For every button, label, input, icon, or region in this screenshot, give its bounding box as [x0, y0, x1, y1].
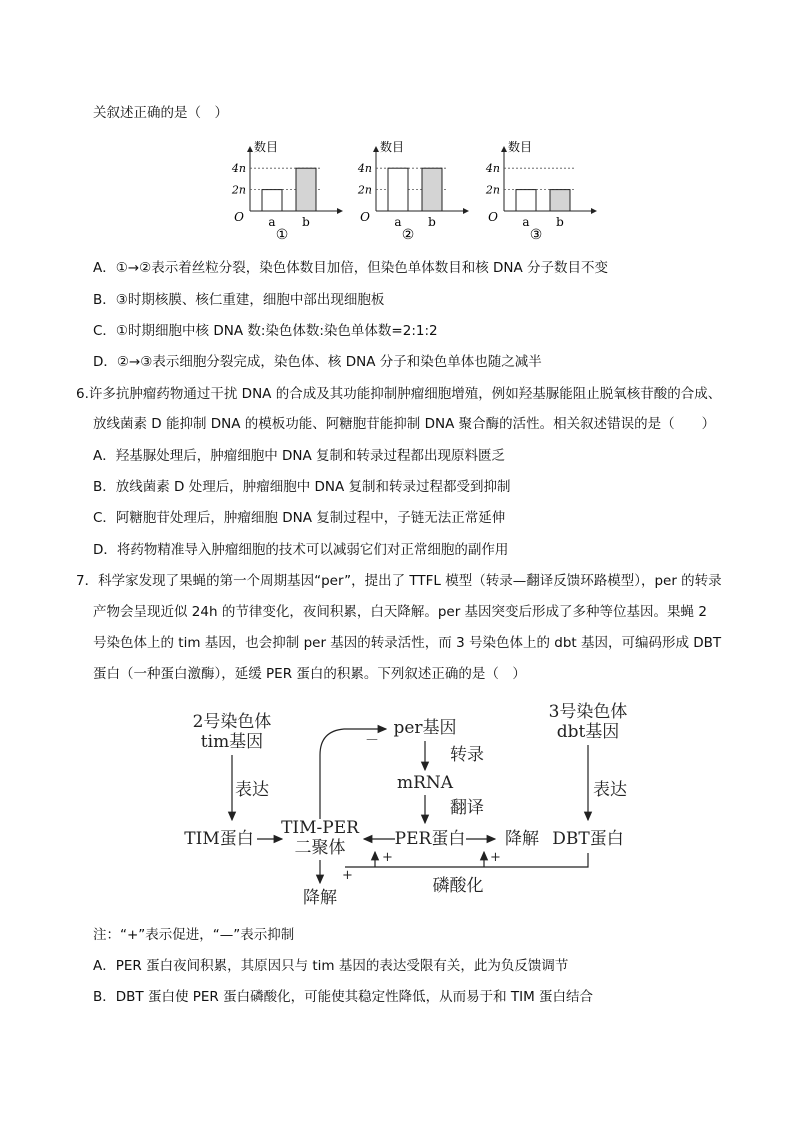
complex-line1: TIM-PER — [281, 818, 359, 838]
dbt-gene-label: dbt基因 — [556, 722, 620, 742]
chr3-label: 3号染色体 — [548, 702, 628, 722]
q7-note: 注：“+”表示促进，“—”表示抑制 — [93, 927, 295, 943]
category-label: b — [428, 215, 436, 229]
q6-option-a: A．羟基脲处理后，肿瘤细胞中 DNA 复制和转录过程都出现原料匮乏 — [93, 448, 506, 464]
bar-a — [516, 190, 536, 211]
tick-label: 2n — [231, 183, 246, 197]
q5-option-a: A．①→②表示着丝粒分裂，染色体数目加倍，但染色单体数目和核 DNA 分子数目不变 — [93, 260, 609, 276]
q7-stem-line3: 号染色体上的 tim 基因，也会抑制 per 基因的转录活性，而 3 号染色体上的 dbt 基因，可编码形成 DBT — [93, 635, 722, 651]
q5-stem-tail: 关叙述正确的是（ ） — [93, 105, 228, 121]
q5-option-b: B．③时期核膜、核仁重建，细胞中部出现细胞板 — [93, 292, 385, 308]
bar-a — [388, 168, 408, 211]
q7-stem-line1: 7．科学家发现了果蝇的第一个周期基因“per”，提出了 TTFL 模型（转录—翻译反馈环路模型），per 的转录 — [76, 573, 722, 589]
phosphorylation-label: 磷酸化 — [432, 876, 484, 896]
y-axis-label: 数目 — [254, 140, 279, 154]
q5-option-c: C．①时期细胞中核 DNA 数:染色体数:染色单体数=2:1:2 — [93, 323, 438, 339]
chart-number: ③ — [529, 227, 543, 240]
express-right-label: 表达 — [593, 780, 627, 800]
chart-number: ① — [275, 227, 289, 240]
q6-stem-line2: 放线菌素 D 能抑制 DNA 的模板功能、阿糖胞苷能抑制 DNA 聚合酶的活性。相关叙述错误的是（ ） — [93, 416, 716, 432]
bar-chart-1 — [231, 139, 342, 240]
transcription-label: 转录 — [450, 745, 484, 765]
q5-bar-charts — [0, 135, 794, 240]
origin-label: O — [488, 210, 498, 224]
bar-b — [296, 168, 316, 211]
per-gene-label: per基因 — [393, 718, 457, 738]
inhibit-sign: － — [365, 733, 379, 749]
category-label: a — [394, 215, 402, 229]
category-label: b — [556, 215, 564, 229]
bar-chart-3 — [485, 139, 596, 240]
tim-protein-label: TIM蛋白 — [184, 829, 254, 849]
bar-b — [550, 190, 570, 211]
y-axis-label: 数目 — [508, 140, 533, 154]
chr2-label: 2号染色体 — [192, 712, 272, 732]
tick-label: 4n — [485, 162, 500, 176]
origin-label: O — [360, 210, 370, 224]
dbt-protein-label: DBT蛋白 — [552, 829, 624, 849]
category-label: b — [302, 215, 310, 229]
tick-label: 2n — [357, 183, 372, 197]
bar-chart-2 — [357, 139, 468, 240]
q7-option-b: B．DBT 蛋白使 PER 蛋白磷酸化，可能使其稳定性降低，从而易于和 TIM 蛋白结合 — [93, 989, 594, 1005]
tim-gene-label: tim基因 — [200, 732, 264, 752]
tick-label: 4n — [231, 162, 246, 176]
q7-pathway-diagram — [0, 695, 794, 915]
degrade-right-label: 降解 — [505, 829, 539, 849]
promote-sign-1: + — [382, 850, 393, 865]
tick-label: 2n — [485, 183, 500, 197]
chart-number: ② — [401, 227, 415, 240]
complex-line2: 二聚体 — [294, 838, 346, 858]
origin-label: O — [234, 210, 244, 224]
promote-sign-3: + — [342, 868, 353, 883]
y-axis-label: 数目 — [380, 140, 405, 154]
category-label: a — [268, 215, 276, 229]
q6-option-d: D．将药物精准导入肿瘤细胞的技术可以减弱它们对正常细胞的副作用 — [93, 542, 509, 558]
bar-a — [262, 190, 282, 211]
q6-option-b: B．放线菌素 D 处理后，肿瘤细胞中 DNA 复制和转录过程都受到抑制 — [93, 479, 511, 495]
per-protein-label: PER蛋白 — [394, 829, 466, 849]
q7-option-a: A．PER 蛋白夜间积累，其原因只与 tim 基因的表达受限有关，此为负反馈调节 — [93, 958, 569, 974]
category-label: a — [522, 215, 530, 229]
q6-option-c: C．阿糖胞苷处理后，肿瘤细胞 DNA 复制过程中，子链无法正常延伸 — [93, 510, 506, 526]
q7-stem-line4: 蛋白（一种蛋白激酶），延缓 PER 蛋白的积累。下列叙述正确的是（ ） — [93, 666, 526, 682]
bar-b — [422, 168, 442, 211]
promote-sign-2: + — [490, 850, 501, 865]
mrna-label: mRNA — [396, 773, 454, 793]
translation-label: 翻译 — [450, 798, 484, 818]
q6-stem-line1: 6.许多抗肿瘤药物通过干扰 DNA 的合成及其功能抑制肿瘤细胞增殖，例如羟基脲能阻止脱氧核苷酸的合成、 — [76, 386, 722, 402]
q7-stem-line2: 产物会呈现近似 24h 的节律变化，夜间积累，白天降解。per 基因突变后形成了多种等位基因。果蝇 2 — [93, 604, 707, 620]
q5-option-d: D．②→③表示细胞分裂完成，染色体、核 DNA 分子和染色单体也随之减半 — [93, 354, 542, 370]
express-left-label: 表达 — [235, 780, 269, 800]
tick-label: 4n — [357, 162, 372, 176]
degrade-bottom-label: 降解 — [303, 888, 337, 908]
